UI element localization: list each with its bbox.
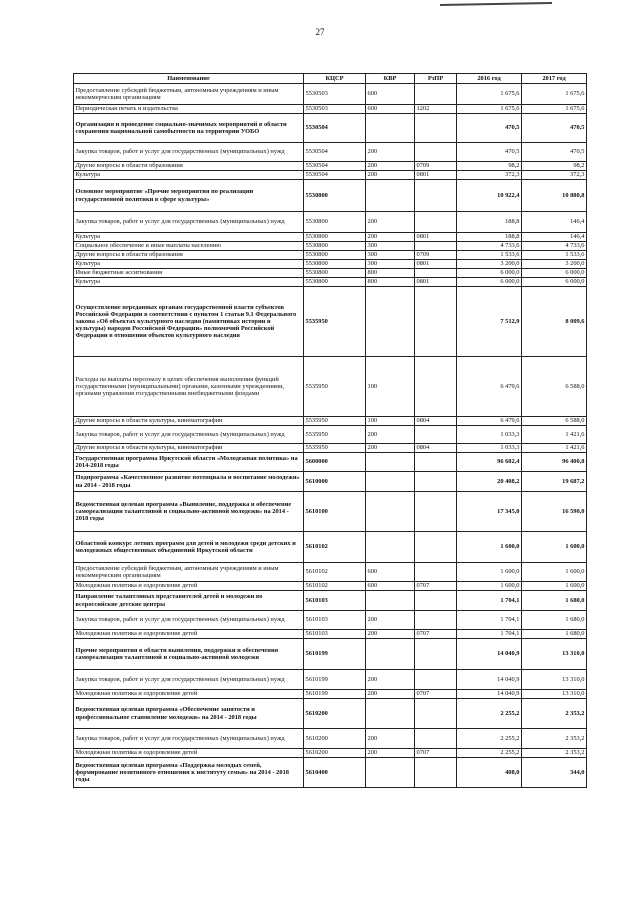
cell-kcsr: 5610199	[304, 690, 366, 699]
cell-kvr	[366, 453, 415, 472]
cell-kvr	[366, 639, 415, 670]
cell-2017: 6 588,0	[522, 357, 587, 417]
cell-kcsr: 5610400	[304, 758, 366, 788]
cell-rzpr	[415, 611, 457, 630]
cell-rzpr	[415, 114, 457, 143]
cell-name: Государственная программа Иркутской области «Молодежная политика» на 2014-2018 годы	[74, 453, 304, 472]
table-row	[74, 426, 587, 444]
cell-kcsr: 5530800	[304, 260, 366, 269]
cell-2017: 146,4	[522, 233, 587, 242]
cell-2017: 6 588,0	[522, 417, 587, 426]
cell-2016: 1 600,0	[457, 582, 522, 591]
header-2016: 2016 год	[457, 74, 522, 84]
header-rzpr: РзПР	[415, 74, 457, 84]
cell-2016: 188,8	[457, 233, 522, 242]
cell-name: Другие вопросы в области образования	[74, 162, 304, 171]
cell-kcsr: 5535950	[304, 426, 366, 444]
cell-2017: 146,4	[522, 212, 587, 233]
cell-name: Молодежная политика и оздоровление детей	[74, 582, 304, 591]
cell-2017: 2 353,2	[522, 729, 587, 749]
cell-2017: 1 600,0	[522, 563, 587, 582]
cell-kcsr: 5610102	[304, 532, 366, 563]
cell-name: Культура	[74, 171, 304, 180]
table-row	[74, 357, 587, 417]
header-name: Наименование	[74, 74, 304, 84]
cell-rzpr	[415, 563, 457, 582]
cell-rzpr	[415, 287, 457, 357]
cell-kvr: 300	[366, 251, 415, 260]
cell-name: Культура	[74, 233, 304, 242]
cell-rzpr	[415, 591, 457, 611]
cell-kcsr: 5610000	[304, 472, 366, 492]
cell-kcsr: 5530800	[304, 233, 366, 242]
cell-kcsr: 5610200	[304, 729, 366, 749]
cell-rzpr: 0801	[415, 171, 457, 180]
cell-name: Другие вопросы в области образования	[74, 251, 304, 260]
cell-kvr: 200	[366, 729, 415, 749]
cell-2017: 372,3	[522, 171, 587, 180]
cell-2017: 1 600,0	[522, 532, 587, 563]
table-row	[74, 563, 587, 582]
cell-2017: 2 353,2	[522, 699, 587, 729]
table-row	[74, 278, 587, 287]
cell-2016: 470,5	[457, 114, 522, 143]
cell-name: Культура	[74, 260, 304, 269]
cell-2017: 8 009,6	[522, 287, 587, 357]
cell-2017: 1 675,6	[522, 84, 587, 105]
cell-2017: 1 421,6	[522, 426, 587, 444]
table-row	[74, 171, 587, 180]
cell-2016: 4 733,6	[457, 242, 522, 251]
cell-name: Предоставление субсидий бюджетным, автономным учреждениям и иным некоммерческим организациям	[74, 563, 304, 582]
cell-name: Направление талантливых представителей детей и молодежи во всероссийские детские центры	[74, 591, 304, 611]
cell-kvr: 600	[366, 582, 415, 591]
table-row	[74, 492, 587, 532]
cell-kcsr: 5610200	[304, 749, 366, 758]
cell-rzpr: 0707	[415, 582, 457, 591]
cell-2017: 1 421,6	[522, 444, 587, 453]
cell-2016: 1 033,3	[457, 444, 522, 453]
cell-rzpr	[415, 143, 457, 162]
cell-name: Культура	[74, 278, 304, 287]
cell-name: Расходы на выплаты персоналу в целях обеспечения выполнения функций государственными (муниципальными) органами, казенными учреждениями, органами управления государственными внебюджетными фондами	[74, 357, 304, 417]
cell-rzpr: 0707	[415, 749, 457, 758]
cell-rzpr: 0801	[415, 260, 457, 269]
header-kvr: КВР	[366, 74, 415, 84]
cell-name: Закупка товаров, работ и услуг для государственных (муниципальных) нужд	[74, 143, 304, 162]
cell-name: Ведомственная целевая программа «Обеспечение занятости и профессиональное становление молодежи» на 2014 - 2018 годы	[74, 699, 304, 729]
cell-kcsr: 5535950	[304, 417, 366, 426]
table-row	[74, 260, 587, 269]
cell-kcsr: 5600000	[304, 453, 366, 472]
cell-2016: 1 704,1	[457, 611, 522, 630]
table-row	[74, 143, 587, 162]
cell-kcsr: 5530503	[304, 105, 366, 114]
table-row	[74, 242, 587, 251]
cell-name: Социальное обеспечение и иные выплаты населению	[74, 242, 304, 251]
cell-rzpr: 0707	[415, 630, 457, 639]
cell-rzpr: 0804	[415, 444, 457, 453]
cell-kcsr: 5530800	[304, 242, 366, 251]
cell-kvr	[366, 492, 415, 532]
cell-kvr: 600	[366, 563, 415, 582]
cell-2016: 6 479,6	[457, 357, 522, 417]
cell-2016: 1 704,1	[457, 630, 522, 639]
table-row	[74, 453, 587, 472]
cell-name: Прочие мероприятия в области выявления, поддержки и обеспечения самореализации талантливой и социально-активной молодежи	[74, 639, 304, 670]
cell-2017: 13 310,0	[522, 639, 587, 670]
page-number: 27	[315, 27, 325, 37]
table-row	[74, 180, 587, 212]
cell-2016: 3 200,0	[457, 260, 522, 269]
cell-rzpr	[415, 532, 457, 563]
cell-2017: 470,5	[522, 114, 587, 143]
cell-kvr: 100	[366, 357, 415, 417]
cell-name: Закупка товаров, работ и услуг для государственных (муниципальных) нужд	[74, 611, 304, 630]
header-kcsr: КЦСР	[304, 74, 366, 84]
cell-2016: 1 533,6	[457, 251, 522, 260]
cell-kvr: 800	[366, 278, 415, 287]
cell-name: Другие вопросы в области культуры, кинематографии	[74, 444, 304, 453]
cell-kcsr: 5530800	[304, 180, 366, 212]
table-row	[74, 287, 587, 357]
cell-2016: 1 600,0	[457, 563, 522, 582]
cell-kvr: 200	[366, 171, 415, 180]
cell-rzpr	[415, 639, 457, 670]
cell-2016: 6 000,0	[457, 269, 522, 278]
cell-rzpr: 1202	[415, 105, 457, 114]
table-row	[74, 472, 587, 492]
budget-table	[73, 73, 587, 788]
table-row	[74, 212, 587, 233]
cell-kvr	[366, 180, 415, 212]
cell-kcsr: 5610103	[304, 630, 366, 639]
cell-rzpr: 0709	[415, 251, 457, 260]
cell-kvr	[366, 532, 415, 563]
cell-kvr: 200	[366, 749, 415, 758]
cell-kvr	[366, 472, 415, 492]
table-row	[74, 114, 587, 143]
cell-2017: 13 310,0	[522, 690, 587, 699]
cell-name: Ведомственная целевая программа «Поддержка молодых семей, формирование позитивного отношения к институту семьи» на 2014 - 2018 годы	[74, 758, 304, 788]
cell-2016: 2 255,2	[457, 749, 522, 758]
table-header-row	[74, 74, 587, 84]
cell-rzpr: 0801	[415, 278, 457, 287]
cell-kvr: 800	[366, 269, 415, 278]
cell-kcsr: 5535950	[304, 444, 366, 453]
table-row	[74, 84, 587, 105]
cell-kcsr: 5610103	[304, 591, 366, 611]
cell-kcsr: 5610199	[304, 670, 366, 690]
cell-kvr: 600	[366, 84, 415, 105]
cell-rzpr: 0707	[415, 690, 457, 699]
cell-kvr: 600	[366, 105, 415, 114]
cell-name: Организация и проведение социально-значимых мероприятий в области сохранения национальной самобытности на территории УОБО	[74, 114, 304, 143]
table-row	[74, 417, 587, 426]
cell-rzpr	[415, 699, 457, 729]
cell-kvr: 100	[366, 417, 415, 426]
cell-name: Основное мероприятие «Прочие мероприятия по реализации государственной политики в сфере культуры»	[74, 180, 304, 212]
cell-kvr: 200	[366, 143, 415, 162]
cell-2017: 4 733,6	[522, 242, 587, 251]
cell-rzpr	[415, 758, 457, 788]
cell-name: Закупка товаров, работ и услуг для государственных (муниципальных) нужд	[74, 212, 304, 233]
scan-artifact-line	[440, 2, 552, 6]
cell-2016: 1 033,3	[457, 426, 522, 444]
cell-rzpr	[415, 492, 457, 532]
cell-2017: 1 680,0	[522, 630, 587, 639]
cell-name: Закупка товаров, работ и услуг для государственных (муниципальных) нужд	[74, 729, 304, 749]
cell-rzpr	[415, 453, 457, 472]
cell-kvr: 200	[366, 162, 415, 171]
cell-2016: 20 408,2	[457, 472, 522, 492]
table-row	[74, 639, 587, 670]
table-row	[74, 611, 587, 630]
cell-2016: 14 040,9	[457, 690, 522, 699]
cell-2016: 14 040,9	[457, 670, 522, 690]
cell-2017: 1 680,0	[522, 611, 587, 630]
cell-rzpr	[415, 84, 457, 105]
table-row	[74, 444, 587, 453]
cell-2017: 3 200,0	[522, 260, 587, 269]
cell-rzpr: 0709	[415, 162, 457, 171]
cell-rzpr	[415, 212, 457, 233]
cell-2016: 188,8	[457, 212, 522, 233]
cell-2016: 7 512,9	[457, 287, 522, 357]
cell-kcsr: 5530800	[304, 269, 366, 278]
cell-2017: 1 680,0	[522, 591, 587, 611]
cell-2016: 96 602,4	[457, 453, 522, 472]
cell-kvr	[366, 591, 415, 611]
cell-kvr	[366, 699, 415, 729]
cell-kcsr: 5610200	[304, 699, 366, 729]
cell-rzpr	[415, 472, 457, 492]
cell-2017: 13 310,0	[522, 670, 587, 690]
cell-name: Молодежная политика и оздоровление детей	[74, 690, 304, 699]
table-body	[74, 84, 587, 788]
cell-name: Молодежная политика и оздоровление детей	[74, 749, 304, 758]
cell-2016: 1 675,6	[457, 84, 522, 105]
cell-kvr: 200	[366, 212, 415, 233]
cell-2016: 470,5	[457, 143, 522, 162]
cell-kvr	[366, 287, 415, 357]
table-row	[74, 532, 587, 563]
cell-name: Периодическая печать и издательства	[74, 105, 304, 114]
cell-kvr: 200	[366, 630, 415, 639]
cell-rzpr: 0801	[415, 233, 457, 242]
cell-kcsr: 5535950	[304, 287, 366, 357]
cell-2017: 1 533,6	[522, 251, 587, 260]
cell-2017: 6 000,0	[522, 269, 587, 278]
cell-rzpr	[415, 357, 457, 417]
table-row	[74, 105, 587, 114]
cell-name: Подпрограмма «Качественное развитие потенциала и воспитание молодежи» на 2014 - 2018 годы	[74, 472, 304, 492]
cell-kvr: 200	[366, 670, 415, 690]
table-row	[74, 729, 587, 749]
table-row	[74, 670, 587, 690]
cell-2016: 14 040,9	[457, 639, 522, 670]
cell-2017: 6 000,0	[522, 278, 587, 287]
cell-rzpr: 0804	[415, 417, 457, 426]
cell-kvr: 300	[366, 242, 415, 251]
cell-2017: 1 600,0	[522, 582, 587, 591]
cell-name: Иные бюджетные ассигнования	[74, 269, 304, 278]
cell-kvr: 200	[366, 444, 415, 453]
cell-kvr: 200	[366, 690, 415, 699]
cell-kcsr: 5530800	[304, 251, 366, 260]
cell-rzpr	[415, 269, 457, 278]
cell-kcsr: 5535950	[304, 357, 366, 417]
cell-name: Ведомственная целевая программа «Выявление, поддержка и обеспечение самореализации талантливой и социально-активной молодежи» на 2014 - 2018 годы	[74, 492, 304, 532]
cell-2017: 98,2	[522, 162, 587, 171]
table-row	[74, 699, 587, 729]
table-row	[74, 162, 587, 171]
cell-name: Закупка товаров, работ и услуг для государственных (муниципальных) нужд	[74, 670, 304, 690]
table-row	[74, 269, 587, 278]
cell-2017: 19 687,2	[522, 472, 587, 492]
cell-2017: 344,0	[522, 758, 587, 788]
cell-2016: 372,3	[457, 171, 522, 180]
cell-2016: 408,0	[457, 758, 522, 788]
cell-kvr: 200	[366, 233, 415, 242]
cell-kvr: 300	[366, 260, 415, 269]
cell-kcsr: 5530504	[304, 171, 366, 180]
table-row	[74, 630, 587, 639]
cell-2017: 16 590,0	[522, 492, 587, 532]
cell-name: Областной конкурс летних программ для детей и молодежи среди детских и молодежных общественных объединений Иркутской области	[74, 532, 304, 563]
cell-kcsr: 5530800	[304, 278, 366, 287]
cell-2016: 98,2	[457, 162, 522, 171]
table-row	[74, 251, 587, 260]
cell-kcsr: 5530800	[304, 212, 366, 233]
cell-2016: 6 000,0	[457, 278, 522, 287]
cell-2017: 2 353,2	[522, 749, 587, 758]
cell-kcsr: 5530504	[304, 114, 366, 143]
cell-2017: 96 400,8	[522, 453, 587, 472]
cell-rzpr	[415, 426, 457, 444]
table-row	[74, 749, 587, 758]
cell-rzpr	[415, 670, 457, 690]
cell-kvr: 200	[366, 611, 415, 630]
cell-2016: 10 922,4	[457, 180, 522, 212]
cell-2017: 10 880,8	[522, 180, 587, 212]
cell-name: Предоставление субсидий бюджетным, автономным учреждениям и иным некоммерческим организациям	[74, 84, 304, 105]
cell-kcsr: 5610100	[304, 492, 366, 532]
cell-kcsr: 5610102	[304, 582, 366, 591]
cell-kcsr: 5610103	[304, 611, 366, 630]
table-row	[74, 582, 587, 591]
cell-kcsr: 5610102	[304, 563, 366, 582]
table-row	[74, 690, 587, 699]
cell-kcsr: 5610199	[304, 639, 366, 670]
cell-kcsr: 5530504	[304, 162, 366, 171]
cell-kvr: 200	[366, 426, 415, 444]
cell-name: Молодежная политика и оздоровление детей	[74, 630, 304, 639]
cell-rzpr	[415, 180, 457, 212]
table-row	[74, 758, 587, 788]
cell-name: Другие вопросы в области культуры, кинематографии	[74, 417, 304, 426]
cell-rzpr	[415, 729, 457, 749]
cell-2016: 1 675,6	[457, 105, 522, 114]
cell-kvr	[366, 114, 415, 143]
cell-name: Осуществление переданных органам государственной власти субъектов Российской Федерации в соответствии с пунктом 1 статьи 9.1 Федерального закона «Об объектах культурного наследия (памятниках истории и культуры) народов Российской Федерации» полномочий Российской Федерации в отношении объектов культурного наследия	[74, 287, 304, 357]
cell-2017: 470,5	[522, 143, 587, 162]
table-row	[74, 591, 587, 611]
cell-kvr	[366, 758, 415, 788]
cell-2016: 17 345,0	[457, 492, 522, 532]
table-row	[74, 233, 587, 242]
cell-2016: 6 479,6	[457, 417, 522, 426]
cell-kcsr: 5530504	[304, 143, 366, 162]
cell-2016: 1 704,1	[457, 591, 522, 611]
header-2017: 2017 год	[522, 74, 587, 84]
cell-2017: 1 675,6	[522, 105, 587, 114]
cell-kcsr: 5530503	[304, 84, 366, 105]
cell-2016: 2 255,2	[457, 699, 522, 729]
cell-2016: 1 600,0	[457, 532, 522, 563]
cell-name: Закупка товаров, работ и услуг для государственных (муниципальных) нужд	[74, 426, 304, 444]
cell-2016: 2 255,2	[457, 729, 522, 749]
cell-rzpr	[415, 242, 457, 251]
